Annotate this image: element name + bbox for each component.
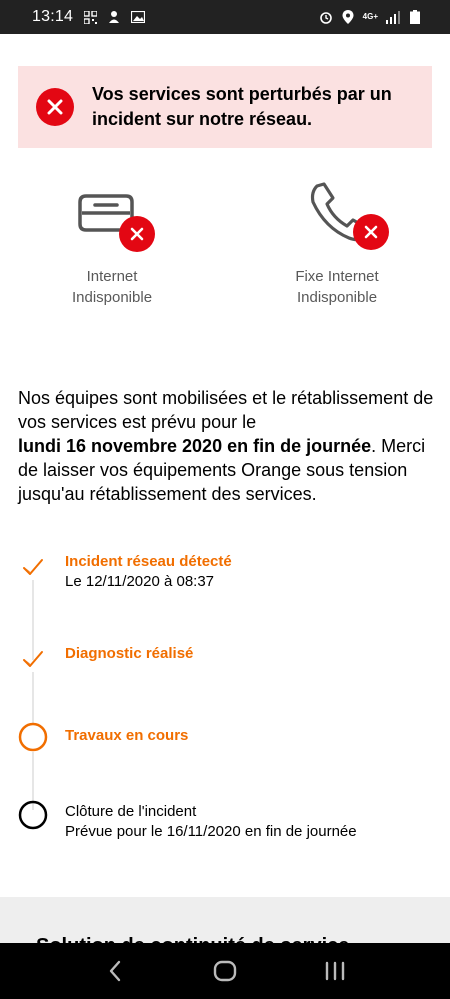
timeline-step-title: Clôture de l'incident bbox=[65, 803, 197, 820]
close-circle-icon bbox=[36, 88, 74, 126]
timeline-step-text bbox=[65, 552, 232, 592]
status-bar bbox=[0, 0, 450, 34]
timeline-connector bbox=[32, 672, 34, 724]
system-nav-bar bbox=[0, 943, 450, 999]
status-bar-right bbox=[319, 10, 422, 24]
status-bar-left bbox=[32, 8, 145, 26]
timeline-step bbox=[18, 552, 232, 592]
in-progress-circle-icon bbox=[18, 722, 48, 752]
qr-code-icon bbox=[83, 10, 97, 24]
signal-icon bbox=[386, 10, 400, 24]
timeline-step-text bbox=[65, 644, 193, 674]
network-type: 4G+ bbox=[362, 12, 378, 21]
service-status: Indisponible bbox=[71, 289, 153, 306]
timeline-step-text bbox=[65, 722, 188, 752]
timeline-step-title: Travaux en cours bbox=[65, 727, 189, 744]
timeline-step-title: Diagnostic réalisé bbox=[65, 645, 194, 662]
recent-apps-button[interactable] bbox=[310, 946, 360, 996]
router-illustration bbox=[62, 180, 162, 260]
notification-icon bbox=[107, 10, 121, 24]
timeline-step-text bbox=[65, 800, 357, 842]
alarm-icon bbox=[319, 10, 333, 24]
unavailable-badge-icon bbox=[353, 214, 389, 250]
timeline-step-title: Incident réseau détecté bbox=[65, 553, 232, 570]
location-icon bbox=[341, 10, 355, 24]
timeline-step-subtitle: Le 12/11/2020 à 08:37 bbox=[65, 573, 215, 590]
timeline-step-subtitle: Prévue pour le 16/11/2020 en fin de journée bbox=[65, 823, 357, 840]
service-name: Internet bbox=[86, 268, 138, 285]
phone-illustration bbox=[287, 180, 387, 260]
service-status: Indisponible bbox=[296, 289, 378, 306]
recent-apps-icon bbox=[324, 961, 346, 981]
unavailable-badge-icon bbox=[119, 216, 155, 252]
check-icon bbox=[18, 644, 48, 674]
check-icon bbox=[18, 552, 48, 582]
back-button[interactable] bbox=[90, 946, 140, 996]
service-internet bbox=[12, 180, 212, 308]
timeline-step bbox=[18, 644, 193, 674]
service-name: Fixe Internet bbox=[295, 268, 379, 285]
message-intro: Nos équipes sont mobilisées et le rétablissement de vos services est prévu pour le bbox=[18, 388, 434, 432]
message-outro: . Merci de laisser vos équipements Orange sous tension jusqu'au rétablissement des services. bbox=[18, 436, 426, 504]
incident-alert bbox=[18, 66, 432, 148]
chevron-left-icon bbox=[108, 960, 122, 982]
alert-message: Vos services sont perturbés par un incident sur notre réseau. bbox=[92, 84, 392, 129]
home-icon bbox=[213, 960, 237, 982]
status-time: 13:14 bbox=[32, 8, 74, 25]
timeline-step bbox=[18, 800, 357, 842]
timeline-step bbox=[18, 722, 188, 752]
restoration-message bbox=[18, 386, 438, 506]
pending-circle-icon bbox=[18, 800, 48, 830]
restoration-date: lundi 16 novembre 2020 en fin de journée bbox=[18, 436, 372, 456]
battery-icon bbox=[408, 10, 422, 24]
home-button[interactable] bbox=[200, 946, 250, 996]
gallery-icon bbox=[131, 10, 145, 24]
service-phone bbox=[237, 180, 437, 308]
